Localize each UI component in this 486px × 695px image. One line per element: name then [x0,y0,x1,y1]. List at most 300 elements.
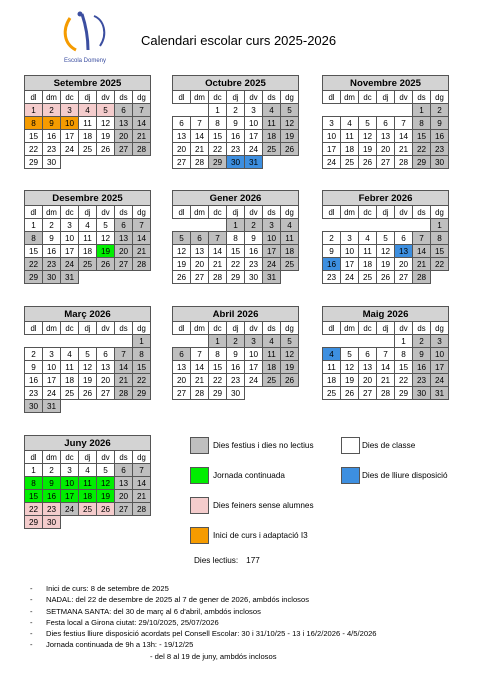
day-cell: 18 [359,258,377,271]
day-cell: 21 [395,143,413,156]
day-cell: 31 [431,387,449,400]
day-cell: 20 [395,258,413,271]
day-cell: 12 [97,232,115,245]
day-cell: 16 [227,130,245,143]
day-cell: 6 [359,348,377,361]
day-cell: 31 [245,156,263,169]
weekday-header: dl [25,91,43,104]
weekday-header: dc [359,206,377,219]
weekday-header: dj [79,322,97,335]
weekday-header: dg [431,91,449,104]
empty-cell [61,335,79,348]
day-cell: 20 [115,245,133,258]
day-cell: 12 [377,245,395,258]
day-cell: 21 [209,258,227,271]
weekday-header: ds [115,91,133,104]
day-cell: 13 [115,232,133,245]
empty-cell [133,156,151,169]
day-cell: 15 [395,361,413,374]
day-cell: 25 [79,503,97,516]
day-cell: 24 [341,271,359,284]
empty-cell [115,400,133,413]
day-cell: 15 [133,361,151,374]
day-cell: 3 [323,117,341,130]
day-cell: 6 [173,348,191,361]
weekday-header: dj [377,322,395,335]
bullet-dash: - [30,584,33,593]
day-cell: 4 [341,117,359,130]
day-cell: 10 [323,130,341,143]
day-cell: 30 [245,271,263,284]
day-cell: 10 [61,232,79,245]
weekday-header: dg [431,322,449,335]
note-item [30,639,377,650]
day-cell: 21 [115,374,133,387]
day-cell: 21 [413,258,431,271]
day-cell: 27 [97,387,115,400]
day-cell: 12 [341,361,359,374]
day-cell: 23 [43,503,61,516]
weekday-header: dv [245,91,263,104]
weekday-header: dc [359,322,377,335]
empty-cell [61,400,79,413]
day-cell: 31 [61,271,79,284]
day-cell: 9 [323,245,341,258]
day-cell: 16 [413,361,431,374]
day-cell: 28 [413,271,431,284]
day-cell: 12 [97,117,115,130]
dies-lectius [194,556,260,565]
day-cell: 22 [133,374,151,387]
day-cell: 2 [323,232,341,245]
weekday-header: dv [395,322,413,335]
empty-cell [97,271,115,284]
day-cell: 15 [413,130,431,143]
day-cell: 24 [263,258,281,271]
empty-cell [359,104,377,117]
day-cell: 8 [25,477,43,490]
month-calendar [24,435,151,529]
month-calendar [24,306,151,413]
day-cell: 5 [79,348,97,361]
empty-cell [209,219,227,232]
day-cell: 2 [43,219,61,232]
weekday-header: dm [43,91,61,104]
day-cell: 11 [79,117,97,130]
empty-cell [359,335,377,348]
day-cell: 31 [43,400,61,413]
day-cell: 29 [25,271,43,284]
day-cell: 18 [263,361,281,374]
legend-label-classe: Dies de classe [362,441,416,450]
bullet-dash: - [30,617,33,627]
weekday-header: ds [263,322,281,335]
bullet-dash: - [30,640,33,650]
empty-cell [323,104,341,117]
weekday-header: dv [245,322,263,335]
day-cell: 17 [245,361,263,374]
day-cell: 26 [173,271,191,284]
month-calendar [172,190,299,284]
day-cell: 29 [395,387,413,400]
day-cell: 18 [79,130,97,143]
day-cell: 1 [25,219,43,232]
day-cell: 2 [227,104,245,117]
weekday-header: dc [61,206,79,219]
day-cell: 23 [227,374,245,387]
day-cell: 11 [263,117,281,130]
day-cell: 22 [227,258,245,271]
day-cell: 18 [79,490,97,503]
empty-cell [377,335,395,348]
page-title: Calendari escolar curs 2025-2026 [141,33,337,48]
day-cell: 29 [413,156,431,169]
day-cell: 5 [359,117,377,130]
month-calendar [322,75,449,169]
empty-cell [79,335,97,348]
empty-cell [97,156,115,169]
day-cell: 22 [25,143,43,156]
month-name: Maig 2026 [323,307,449,322]
day-cell: 29 [25,516,43,529]
month-calendar [322,190,449,284]
day-cell: 26 [359,156,377,169]
day-cell: 6 [97,348,115,361]
day-cell: 18 [281,245,299,258]
legend-swatch-classe [341,437,360,454]
day-cell: 14 [191,130,209,143]
day-cell: 16 [43,130,61,143]
day-cell: 11 [61,361,79,374]
month-name: Febrer 2026 [323,191,449,206]
day-cell: 20 [191,258,209,271]
day-cell: 15 [209,130,227,143]
day-cell: 20 [115,130,133,143]
empty-cell [173,219,191,232]
empty-cell [341,219,359,232]
day-cell: 6 [377,117,395,130]
day-cell: 1 [227,219,245,232]
weekday-header: dv [97,451,115,464]
empty-cell [395,104,413,117]
day-cell: 19 [173,258,191,271]
logo-dot [78,12,83,17]
empty-cell [341,335,359,348]
day-cell: 8 [431,232,449,245]
weekday-header: dm [191,91,209,104]
day-cell: 24 [61,503,79,516]
day-cell: 3 [431,335,449,348]
day-cell: 1 [133,335,151,348]
weekday-header: ds [413,322,431,335]
empty-cell [191,219,209,232]
day-cell: 9 [245,232,263,245]
note-text: NADAL: del 22 de desembre de 2025 al 7 de gener de 2026, ambdós inclosos [46,595,310,605]
empty-cell [79,516,97,529]
day-cell: 28 [133,143,151,156]
day-cell: 7 [133,464,151,477]
day-cell: 29 [209,387,227,400]
empty-cell [115,271,133,284]
day-cell: 27 [377,156,395,169]
weekday-header: dg [281,322,299,335]
day-cell: 2 [431,104,449,117]
day-cell: 7 [115,348,133,361]
month-name: Gener 2026 [173,191,299,206]
day-cell: 29 [227,271,245,284]
day-cell: 14 [133,232,151,245]
weekday-header: ds [413,206,431,219]
day-cell: 1 [395,335,413,348]
logo-blue-stroke [82,14,88,50]
dies-lectius-value: 177 [246,556,260,565]
day-cell: 1 [431,219,449,232]
empty-cell [281,271,299,284]
logo-text: Escola Domeny [63,58,107,64]
weekday-header: ds [263,91,281,104]
day-cell: 8 [227,232,245,245]
empty-cell [245,387,263,400]
day-cell: 8 [133,348,151,361]
day-cell: 4 [61,348,79,361]
weekday-header: dj [227,206,245,219]
day-cell: 15 [209,361,227,374]
weekday-header: dg [133,451,151,464]
day-cell: 18 [61,374,79,387]
dies-lectius-label: Dies lectius: [194,556,239,565]
day-cell: 23 [227,143,245,156]
weekday-header: dm [43,322,61,335]
month-name: Juny 2026 [25,436,151,451]
day-cell: 20 [377,143,395,156]
empty-cell [413,219,431,232]
weekday-header: dc [61,451,79,464]
empty-cell [133,516,151,529]
legend-label-lliure: Dies de lliure disposició [362,471,448,480]
empty-cell [115,516,133,529]
day-cell: 25 [61,387,79,400]
day-cell: 12 [281,348,299,361]
day-cell: 10 [245,117,263,130]
day-cell: 23 [245,258,263,271]
weekday-header: dl [323,206,341,219]
day-cell: 22 [395,374,413,387]
day-cell: 17 [61,130,79,143]
empty-cell [79,156,97,169]
day-cell: 7 [377,348,395,361]
day-cell: 25 [323,387,341,400]
day-cell: 28 [133,503,151,516]
note-text: Dies festius lliure disposició acordats pel Consell Escolar: 30 i 31/10/25 - 13 i 16/2/2026 - 4/5/2026 [46,629,377,639]
day-cell: 10 [61,117,79,130]
note-item [30,628,377,639]
note-item [30,594,377,605]
day-cell: 24 [43,387,61,400]
day-cell: 28 [191,156,209,169]
day-cell: 20 [173,143,191,156]
weekday-header: dg [133,322,151,335]
day-cell: 4 [79,219,97,232]
day-cell: 24 [61,143,79,156]
weekday-header: dv [97,322,115,335]
day-cell: 19 [97,245,115,258]
day-cell: 12 [359,130,377,143]
weekday-header: dm [43,206,61,219]
day-cell: 30 [43,156,61,169]
day-cell: 16 [431,130,449,143]
empty-cell [97,335,115,348]
logo-blue-curve [94,16,104,46]
day-cell: 17 [61,490,79,503]
day-cell: 19 [97,490,115,503]
weekday-header: ds [115,206,133,219]
day-cell: 14 [133,117,151,130]
day-cell: 2 [43,464,61,477]
day-cell: 22 [413,143,431,156]
day-cell: 2 [25,348,43,361]
day-cell: 9 [431,117,449,130]
day-cell: 2 [413,335,431,348]
day-cell: 1 [413,104,431,117]
weekday-header: dj [79,451,97,464]
note-text: - del 8 al 19 de juny, ambdós inclosos [150,651,277,661]
legend-swatch-continuada [190,467,209,484]
legend-label-feiner: Dies feiners sense alumnes [213,501,314,510]
day-cell: 24 [61,258,79,271]
day-cell: 20 [359,374,377,387]
day-cell: 9 [227,117,245,130]
day-cell: 9 [43,232,61,245]
day-cell: 28 [395,156,413,169]
day-cell: 25 [263,374,281,387]
day-cell: 27 [115,258,133,271]
empty-cell [359,219,377,232]
day-cell: 27 [395,271,413,284]
day-cell: 26 [79,387,97,400]
legend-label-continuada: Jornada continuada [213,471,285,480]
day-cell: 24 [323,156,341,169]
note-item [30,617,377,628]
day-cell: 3 [341,232,359,245]
day-cell: 21 [133,490,151,503]
weekday-header: dm [341,91,359,104]
day-cell: 3 [245,335,263,348]
day-cell: 19 [97,130,115,143]
month-calendar [172,75,299,169]
empty-cell [97,516,115,529]
day-cell: 11 [263,348,281,361]
weekday-header: ds [115,322,133,335]
empty-cell [323,219,341,232]
month-name: Setembre 2025 [25,76,151,91]
day-cell: 4 [263,335,281,348]
note-text: Inici de curs: 8 de setembre de 2025 [46,584,169,593]
day-cell: 24 [245,374,263,387]
day-cell: 1 [209,335,227,348]
empty-cell [173,335,191,348]
legend-label-festiu: Dies festius i dies no lectius [213,441,314,450]
day-cell: 5 [281,335,299,348]
day-cell: 16 [245,245,263,258]
weekday-header: dg [431,206,449,219]
day-cell: 6 [115,219,133,232]
day-cell: 27 [191,271,209,284]
empty-cell [263,156,281,169]
empty-cell [115,156,133,169]
weekday-header: dv [97,206,115,219]
day-cell: 11 [341,130,359,143]
empty-cell [323,335,341,348]
day-cell: 23 [43,258,61,271]
month-name: Octubre 2025 [173,76,299,91]
day-cell: 13 [395,245,413,258]
day-cell: 13 [115,477,133,490]
legend-swatch-lliure [341,467,360,484]
note-item [30,651,377,662]
day-cell: 1 [209,104,227,117]
day-cell: 6 [115,104,133,117]
day-cell: 27 [173,387,191,400]
day-cell: 30 [25,400,43,413]
day-cell: 4 [359,232,377,245]
day-cell: 4 [79,464,97,477]
day-cell: 19 [359,143,377,156]
day-cell: 17 [341,258,359,271]
weekday-header: dc [359,91,377,104]
weekday-header: dj [79,206,97,219]
month-name: Abril 2026 [173,307,299,322]
weekday-header: dc [209,91,227,104]
empty-cell [79,400,97,413]
day-cell: 18 [341,143,359,156]
day-cell: 6 [395,232,413,245]
day-cell: 6 [191,232,209,245]
note-item [30,606,377,617]
day-cell: 15 [25,490,43,503]
day-cell: 8 [395,348,413,361]
day-cell: 9 [25,361,43,374]
day-cell: 5 [377,232,395,245]
day-cell: 14 [413,245,431,258]
day-cell: 25 [79,143,97,156]
day-cell: 9 [227,348,245,361]
day-cell: 3 [245,104,263,117]
weekday-header: dc [209,206,227,219]
weekday-header: dv [395,91,413,104]
day-cell: 11 [359,245,377,258]
day-cell: 28 [115,387,133,400]
day-cell: 16 [43,490,61,503]
day-cell: 17 [43,374,61,387]
empty-cell [431,271,449,284]
day-cell: 3 [43,348,61,361]
day-cell: 23 [323,271,341,284]
day-cell: 20 [97,374,115,387]
day-cell: 23 [43,143,61,156]
day-cell: 25 [263,143,281,156]
day-cell: 8 [25,117,43,130]
day-cell: 3 [61,104,79,117]
day-cell: 11 [323,361,341,374]
day-cell: 18 [263,130,281,143]
day-cell: 14 [133,477,151,490]
day-cell: 13 [359,361,377,374]
day-cell: 5 [173,232,191,245]
day-cell: 15 [431,245,449,258]
day-cell: 10 [61,477,79,490]
day-cell: 16 [227,361,245,374]
day-cell: 22 [25,503,43,516]
